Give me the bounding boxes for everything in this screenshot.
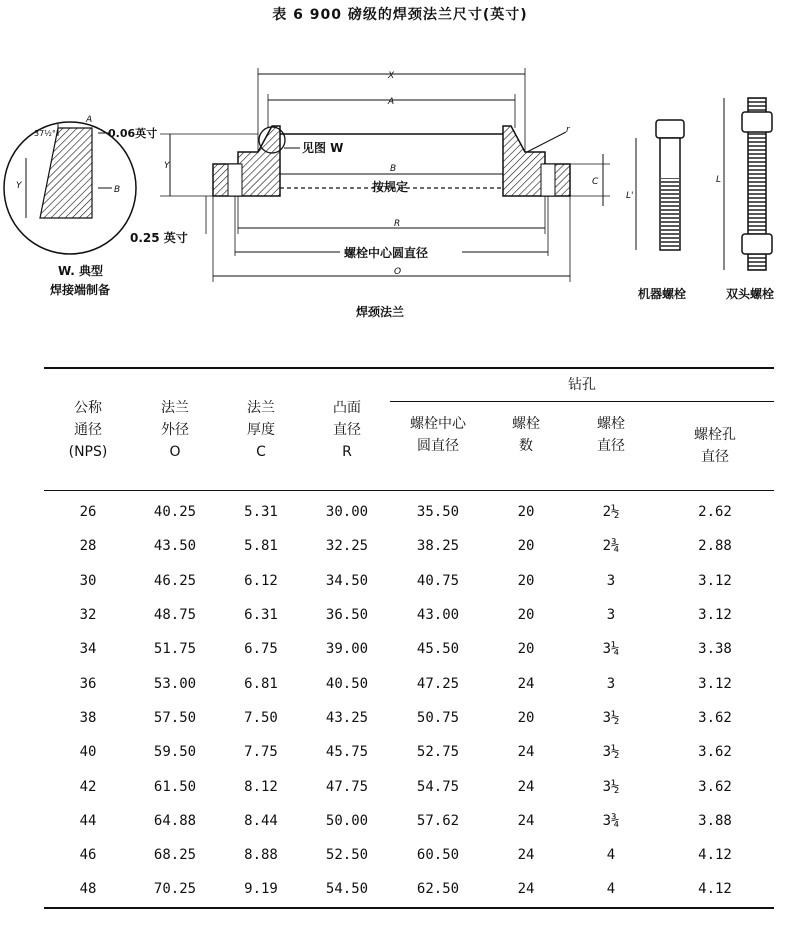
- table-body: [44, 491, 774, 908]
- detail-dim-b: B: [114, 185, 121, 195]
- table-cell: 8.12: [244, 778, 278, 795]
- table-cell: 3½: [602, 744, 620, 761]
- table-cell: 7.75: [244, 744, 278, 761]
- table-cell: 2.88: [698, 538, 732, 555]
- table-cell: 3.12: [698, 607, 732, 624]
- table-cell: 50.00: [325, 812, 369, 829]
- table-cell: 46: [79, 847, 97, 864]
- table-cell: 20: [517, 538, 535, 555]
- table-cell: 3¼: [602, 641, 620, 658]
- detail-dim-a: A: [86, 115, 93, 125]
- table-cell: 32.25: [325, 538, 369, 555]
- stud-bolt-l-label: L: [716, 175, 722, 185]
- table-cell: 3: [606, 607, 616, 624]
- header-outer-diameter: 法兰 外径 O: [132, 368, 218, 490]
- table-cell: 43.25: [325, 709, 369, 726]
- flange-caption: 焊颈法兰: [356, 305, 405, 319]
- table-cell: 5.31: [244, 504, 278, 521]
- flange-drawing: [0, 28, 800, 328]
- table-row: [44, 735, 774, 769]
- table-cell: 24: [517, 675, 535, 692]
- table-cell: 4.12: [656, 872, 774, 907]
- table-cell: 38: [79, 709, 97, 726]
- header-bolt-count: 螺栓 数: [512, 416, 540, 454]
- table-cell: 9.19: [218, 872, 304, 907]
- table-cell: 44: [79, 812, 97, 829]
- fillet-r-label: r: [566, 125, 570, 135]
- table-cell: 5.81: [244, 538, 278, 555]
- dim-b-label: B: [390, 164, 397, 174]
- detail-caption-1: W. 典型: [58, 264, 103, 278]
- bolt-circle-label: 螺栓中心圆直径: [344, 246, 429, 260]
- header-raised-face: 凸面 直径 R: [304, 368, 390, 490]
- detail-dim-y: Y: [16, 181, 22, 191]
- table-cell: 30.00: [325, 504, 369, 521]
- table-cell: 70.25: [132, 872, 218, 907]
- dim-c-label: C: [592, 177, 599, 187]
- table-cell: 28: [79, 538, 97, 555]
- table-cell: 2¾: [602, 538, 620, 555]
- table-cell: 61.50: [153, 778, 197, 795]
- table-cell: 3.62: [698, 744, 732, 761]
- table-cell: 26: [79, 504, 97, 521]
- table-cell: 3.12: [698, 572, 732, 589]
- table-cell: 40.50: [325, 675, 369, 692]
- header-nps: 公称 通径 (NPS): [44, 368, 132, 490]
- table-cell: 43.00: [416, 607, 460, 624]
- machine-bolt-caption: 机器螺栓: [638, 287, 687, 301]
- table-cell: 20: [517, 709, 535, 726]
- table-cell: 62.50: [390, 872, 486, 907]
- table-cell: 3: [606, 572, 616, 589]
- table-cell: 3½: [602, 778, 620, 795]
- table-cell: 54.50: [304, 872, 390, 907]
- table-cell: 50.75: [416, 709, 460, 726]
- table-cell: 43.50: [153, 538, 197, 555]
- table-cell: 3.62: [698, 709, 732, 726]
- table-row: [44, 701, 774, 735]
- table-cell: 3.88: [698, 812, 732, 829]
- machine-bolt-l-label: L': [626, 191, 634, 201]
- table-cell: 24: [517, 744, 535, 761]
- table-cell: 35.50: [416, 504, 460, 521]
- detail-w-circle: [4, 115, 157, 297]
- table-cell: 52.75: [416, 744, 460, 761]
- table-cell: 40.75: [416, 572, 460, 589]
- dim-a-label: A: [388, 97, 395, 107]
- table-cell: 57.50: [153, 709, 197, 726]
- table-cell: 48.75: [153, 607, 197, 624]
- table-cell: 30: [79, 572, 97, 589]
- angle-label: 37½°: [34, 129, 56, 138]
- dim-o-label: O: [394, 267, 402, 277]
- table-cell: 36: [79, 675, 97, 692]
- header-bolt-circle: 螺栓中心 圆直径: [410, 416, 466, 454]
- table-row: [44, 666, 774, 700]
- dim-r-label: R: [394, 219, 401, 229]
- table-cell: 20: [517, 504, 535, 521]
- table-cell: 2.62: [698, 504, 732, 521]
- table-cell: 51.75: [153, 641, 197, 658]
- stud-bolt-caption: 双头螺栓: [726, 287, 775, 301]
- table-cell: 46.25: [153, 572, 197, 589]
- table-row: [44, 769, 774, 803]
- table-cell: 36.50: [325, 607, 369, 624]
- table-row: [44, 632, 774, 666]
- machine-bolt-drawing: [626, 120, 686, 301]
- table-cell: 20: [517, 607, 535, 624]
- table-cell: 4: [606, 847, 616, 864]
- table-cell: 32: [79, 607, 97, 624]
- table-cell: 20: [517, 641, 535, 658]
- table-cell: 7.50: [244, 709, 278, 726]
- table-cell: 6.12: [244, 572, 278, 589]
- table-cell: 39.00: [325, 641, 369, 658]
- table-cell: 3.38: [698, 641, 732, 658]
- table-cell: 60.50: [416, 847, 460, 864]
- table-cell: 3½: [602, 709, 620, 726]
- table-cell: 45.50: [416, 641, 460, 658]
- dim-x-label: X: [388, 71, 395, 81]
- table-row: [44, 804, 774, 838]
- table-cell: 47.25: [416, 675, 460, 692]
- table-cell: 57.62: [416, 812, 460, 829]
- stud-bolt-drawing: [716, 98, 774, 301]
- as-specified-label: 按规定: [372, 180, 409, 194]
- dim-y-label: Y: [164, 161, 170, 171]
- page-title: 表 6 900 磅级的焊颈法兰尺寸(英寸): [272, 7, 528, 23]
- dimension-table: [44, 367, 774, 909]
- table-cell: 40.25: [153, 504, 197, 521]
- table-cell: 2½: [602, 504, 620, 521]
- table-cell: 3.12: [698, 675, 732, 692]
- table-row: [44, 491, 774, 530]
- table-row: [44, 872, 774, 907]
- table-cell: 4.12: [698, 847, 732, 864]
- table-cell: 40: [79, 744, 97, 761]
- table-cell: 24: [517, 778, 535, 795]
- header-bolt-diameter: 螺栓 直径: [597, 416, 625, 454]
- table-cell: 34.50: [325, 572, 369, 589]
- detail-caption-2: 焊接端制备: [50, 283, 111, 297]
- detail-dim-006: 0.06英寸: [108, 127, 158, 140]
- table-cell: 8.88: [244, 847, 278, 864]
- table-cell: 45.75: [325, 744, 369, 761]
- header-drilling-group: 钻孔: [390, 368, 774, 402]
- table-cell: 68.25: [153, 847, 197, 864]
- table-cell: 6.81: [244, 675, 278, 692]
- table-cell: 24: [486, 872, 566, 907]
- table-row: [44, 564, 774, 598]
- see-w-label: 见图 W: [302, 141, 344, 155]
- table-row: [44, 598, 774, 632]
- header-bolt-hole: 螺栓孔 直径: [694, 427, 736, 465]
- header-thickness: 法兰 厚度 C: [218, 368, 304, 490]
- table-cell: 59.50: [153, 744, 197, 761]
- table-cell: 54.75: [416, 778, 460, 795]
- table-cell: 48: [44, 872, 132, 907]
- table-cell: 64.88: [153, 812, 197, 829]
- table-cell: 52.50: [325, 847, 369, 864]
- table-cell: 8.44: [244, 812, 278, 829]
- table-cell: 3: [606, 675, 616, 692]
- table-cell: 6.75: [244, 641, 278, 658]
- table-cell: 24: [517, 847, 535, 864]
- table-row: [44, 529, 774, 563]
- table-cell: 53.00: [153, 675, 197, 692]
- table-cell: 34: [79, 641, 97, 658]
- table-cell: 3¾: [602, 812, 620, 829]
- offset-label: 0.25 英寸: [130, 231, 188, 245]
- table-row: [44, 838, 774, 872]
- table-cell: 42: [79, 778, 97, 795]
- table-cell: 47.75: [325, 778, 369, 795]
- table-cell: 38.25: [416, 538, 460, 555]
- table-cell: 20: [517, 572, 535, 589]
- table-cell: 4: [566, 872, 656, 907]
- table-cell: 24: [517, 812, 535, 829]
- flange-section: [130, 68, 610, 319]
- table-cell: 6.31: [244, 607, 278, 624]
- table-cell: 3.62: [698, 778, 732, 795]
